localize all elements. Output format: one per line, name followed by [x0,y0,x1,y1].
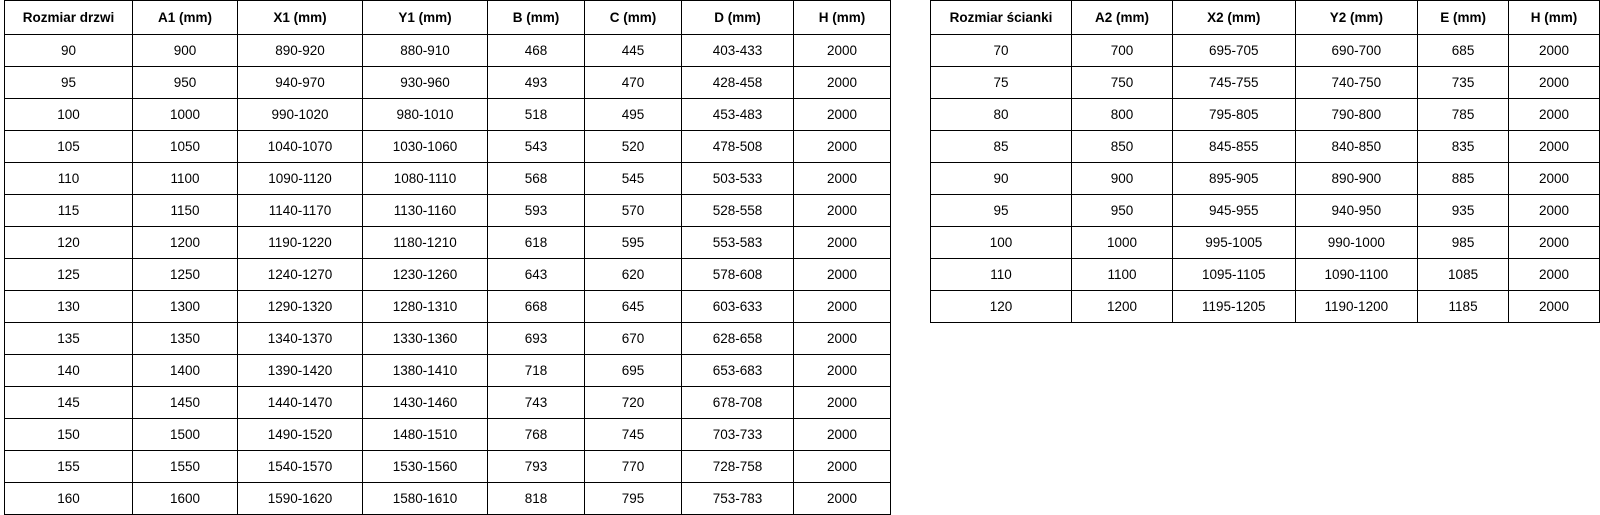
column-header: E (mm) [1418,1,1509,35]
table-cell: 945-955 [1172,195,1295,227]
table-cell: 2000 [794,451,891,483]
table-cell: 495 [585,99,682,131]
table-cell: 2000 [794,227,891,259]
table-row [5,419,891,451]
table-cell: 785 [1418,99,1509,131]
column-header: H (mm) [794,1,891,35]
table-cell: 1530-1560 [363,451,488,483]
table-cell: 1190-1200 [1295,291,1418,323]
table-cell: 570 [585,195,682,227]
walls-dimensions-table [930,0,1600,323]
table-cell: 1340-1370 [238,323,363,355]
table-cell: 795 [585,483,682,515]
table-cell: 750 [1072,67,1173,99]
table-cell: 700 [1072,35,1173,67]
table-row [931,291,1600,323]
table-cell: 840-850 [1295,131,1418,163]
table-row [931,99,1600,131]
walls-dimensions-table-container [930,0,1600,323]
column-header: C (mm) [585,1,682,35]
table-row [5,259,891,291]
table-cell: 668 [488,291,585,323]
table-cell: 790-800 [1295,99,1418,131]
table-cell: 1090-1120 [238,163,363,195]
walls-table-head [931,1,1600,35]
table-cell: 403-433 [682,35,794,67]
table-cell: 1200 [133,227,238,259]
doors-dimensions-table-container [4,0,891,515]
table-cell: 2000 [1509,163,1600,195]
table-cell: 2000 [794,419,891,451]
table-cell: 1250 [133,259,238,291]
table-cell: 145 [5,387,133,419]
table-cell: 518 [488,99,585,131]
table-cell: 2000 [794,67,891,99]
table-cell: 478-508 [682,131,794,163]
table-cell: 950 [1072,195,1173,227]
column-header: Y1 (mm) [363,1,488,35]
table-cell: 735 [1418,67,1509,99]
table-row [931,227,1600,259]
table-cell: 745-755 [1172,67,1295,99]
column-header: B (mm) [488,1,585,35]
table-cell: 1380-1410 [363,355,488,387]
table-cell: 940-950 [1295,195,1418,227]
table-cell: 1030-1060 [363,131,488,163]
table-row [931,131,1600,163]
table-cell: 690-700 [1295,35,1418,67]
table-cell: 1500 [133,419,238,451]
table-cell: 693 [488,323,585,355]
table-cell: 1350 [133,323,238,355]
table-cell: 428-458 [682,67,794,99]
table-cell: 643 [488,259,585,291]
table-cell: 2000 [1509,291,1600,323]
table-cell: 568 [488,163,585,195]
table-cell: 950 [133,67,238,99]
table-row [5,291,891,323]
table-cell: 930-960 [363,67,488,99]
table-cell: 845-855 [1172,131,1295,163]
table-cell: 1490-1520 [238,419,363,451]
table-cell: 2000 [1509,195,1600,227]
table-cell: 595 [585,227,682,259]
table-cell: 1085 [1418,259,1509,291]
table-cell: 543 [488,131,585,163]
table-cell: 2000 [1509,131,1600,163]
table-cell: 110 [5,163,133,195]
table-cell: 1400 [133,355,238,387]
table-cell: 95 [931,195,1072,227]
table-cell: 125 [5,259,133,291]
table-cell: 895-905 [1172,163,1295,195]
table-row [5,163,891,195]
column-header: Y2 (mm) [1295,1,1418,35]
table-cell: 545 [585,163,682,195]
table-cell: 990-1000 [1295,227,1418,259]
table-cell: 1430-1460 [363,387,488,419]
column-header: X2 (mm) [1172,1,1295,35]
table-cell: 1140-1170 [238,195,363,227]
column-header: Rozmiar drzwi [5,1,133,35]
column-header: Rozmiar ścianki [931,1,1072,35]
table-cell: 100 [5,99,133,131]
table-row [5,195,891,227]
table-cell: 1000 [133,99,238,131]
column-header: A2 (mm) [1072,1,1173,35]
table-cell: 493 [488,67,585,99]
table-cell: 120 [5,227,133,259]
doors-table-body [5,35,891,515]
table-cell: 990-1020 [238,99,363,131]
table-cell: 703-733 [682,419,794,451]
table-cell: 1100 [1072,259,1173,291]
table-cell: 1040-1070 [238,131,363,163]
table-row [5,387,891,419]
table-cell: 1550 [133,451,238,483]
table-cell: 620 [585,259,682,291]
table-cell: 980-1010 [363,99,488,131]
table-cell: 885 [1418,163,1509,195]
table-cell: 1100 [133,163,238,195]
table-cell: 1180-1210 [363,227,488,259]
table-cell: 1330-1360 [363,323,488,355]
table-cell: 1280-1310 [363,291,488,323]
table-cell: 770 [585,451,682,483]
table-cell: 120 [931,291,1072,323]
table-row [5,355,891,387]
table-cell: 470 [585,67,682,99]
table-cell: 2000 [794,35,891,67]
table-row [5,323,891,355]
table-cell: 768 [488,419,585,451]
table-cell: 800 [1072,99,1173,131]
table-cell: 1080-1110 [363,163,488,195]
table-cell: 2000 [1509,99,1600,131]
table-cell: 100 [931,227,1072,259]
table-cell: 1150 [133,195,238,227]
table-cell: 1600 [133,483,238,515]
table-cell: 90 [931,163,1072,195]
table-cell: 2000 [794,163,891,195]
table-cell: 1200 [1072,291,1173,323]
walls-table-body [931,35,1600,323]
table-row [5,451,891,483]
table-header-row [931,1,1600,35]
table-cell: 155 [5,451,133,483]
table-row [5,67,891,99]
table-cell: 553-583 [682,227,794,259]
table-row [5,227,891,259]
table-cell: 1230-1260 [363,259,488,291]
table-cell: 115 [5,195,133,227]
table-cell: 2000 [794,355,891,387]
table-cell: 130 [5,291,133,323]
table-cell: 1185 [1418,291,1509,323]
table-cell: 1195-1205 [1172,291,1295,323]
table-cell: 793 [488,451,585,483]
table-cell: 593 [488,195,585,227]
table-row [931,195,1600,227]
table-cell: 2000 [1509,259,1600,291]
table-cell: 1590-1620 [238,483,363,515]
table-cell: 95 [5,67,133,99]
table-header-row [5,1,891,35]
table-cell: 468 [488,35,585,67]
table-cell: 80 [931,99,1072,131]
table-cell: 818 [488,483,585,515]
doors-table-head [5,1,891,35]
table-cell: 900 [133,35,238,67]
table-cell: 1290-1320 [238,291,363,323]
table-cell: 2000 [1509,227,1600,259]
table-cell: 1095-1105 [1172,259,1295,291]
table-cell: 685 [1418,35,1509,67]
table-cell: 1130-1160 [363,195,488,227]
table-cell: 1300 [133,291,238,323]
table-cell: 2000 [1509,35,1600,67]
table-cell: 1000 [1072,227,1173,259]
table-cell: 728-758 [682,451,794,483]
table-cell: 695-705 [1172,35,1295,67]
table-cell: 645 [585,291,682,323]
table-row [5,131,891,163]
table-cell: 1190-1220 [238,227,363,259]
table-cell: 140 [5,355,133,387]
table-cell: 995-1005 [1172,227,1295,259]
table-cell: 2000 [794,387,891,419]
table-cell: 135 [5,323,133,355]
table-cell: 900 [1072,163,1173,195]
table-cell: 2000 [1509,67,1600,99]
table-cell: 678-708 [682,387,794,419]
table-cell: 628-658 [682,323,794,355]
table-cell: 653-683 [682,355,794,387]
table-cell: 520 [585,131,682,163]
column-header: X1 (mm) [238,1,363,35]
column-header: D (mm) [682,1,794,35]
table-cell: 753-783 [682,483,794,515]
table-row [5,99,891,131]
table-cell: 70 [931,35,1072,67]
table-cell: 603-633 [682,291,794,323]
table-row [931,163,1600,195]
table-cell: 890-920 [238,35,363,67]
table-cell: 795-805 [1172,99,1295,131]
table-cell: 150 [5,419,133,451]
table-cell: 935 [1418,195,1509,227]
table-cell: 985 [1418,227,1509,259]
table-cell: 110 [931,259,1072,291]
table-cell: 743 [488,387,585,419]
table-row [5,483,891,515]
table-cell: 1450 [133,387,238,419]
table-cell: 2000 [794,291,891,323]
table-row [5,35,891,67]
table-cell: 1390-1420 [238,355,363,387]
table-row [931,259,1600,291]
table-cell: 1050 [133,131,238,163]
table-cell: 695 [585,355,682,387]
table-cell: 850 [1072,131,1173,163]
table-cell: 2000 [794,323,891,355]
table-cell: 618 [488,227,585,259]
table-cell: 1090-1100 [1295,259,1418,291]
table-cell: 105 [5,131,133,163]
table-cell: 1480-1510 [363,419,488,451]
table-cell: 2000 [794,483,891,515]
table-cell: 160 [5,483,133,515]
table-cell: 890-900 [1295,163,1418,195]
table-cell: 745 [585,419,682,451]
table-cell: 578-608 [682,259,794,291]
table-cell: 453-483 [682,99,794,131]
table-cell: 2000 [794,99,891,131]
table-cell: 720 [585,387,682,419]
table-cell: 1240-1270 [238,259,363,291]
table-cell: 503-533 [682,163,794,195]
table-cell: 670 [585,323,682,355]
table-row [931,67,1600,99]
table-cell: 940-970 [238,67,363,99]
table-row [931,35,1600,67]
table-cell: 75 [931,67,1072,99]
doors-dimensions-table [4,0,891,515]
table-cell: 835 [1418,131,1509,163]
table-cell: 445 [585,35,682,67]
table-cell: 528-558 [682,195,794,227]
table-cell: 740-750 [1295,67,1418,99]
table-cell: 1540-1570 [238,451,363,483]
table-cell: 718 [488,355,585,387]
column-header: A1 (mm) [133,1,238,35]
table-cell: 1580-1610 [363,483,488,515]
table-cell: 90 [5,35,133,67]
table-cell: 1440-1470 [238,387,363,419]
table-cell: 2000 [794,131,891,163]
column-header: H (mm) [1509,1,1600,35]
table-cell: 880-910 [363,35,488,67]
table-cell: 2000 [794,195,891,227]
table-cell: 85 [931,131,1072,163]
table-cell: 2000 [794,259,891,291]
